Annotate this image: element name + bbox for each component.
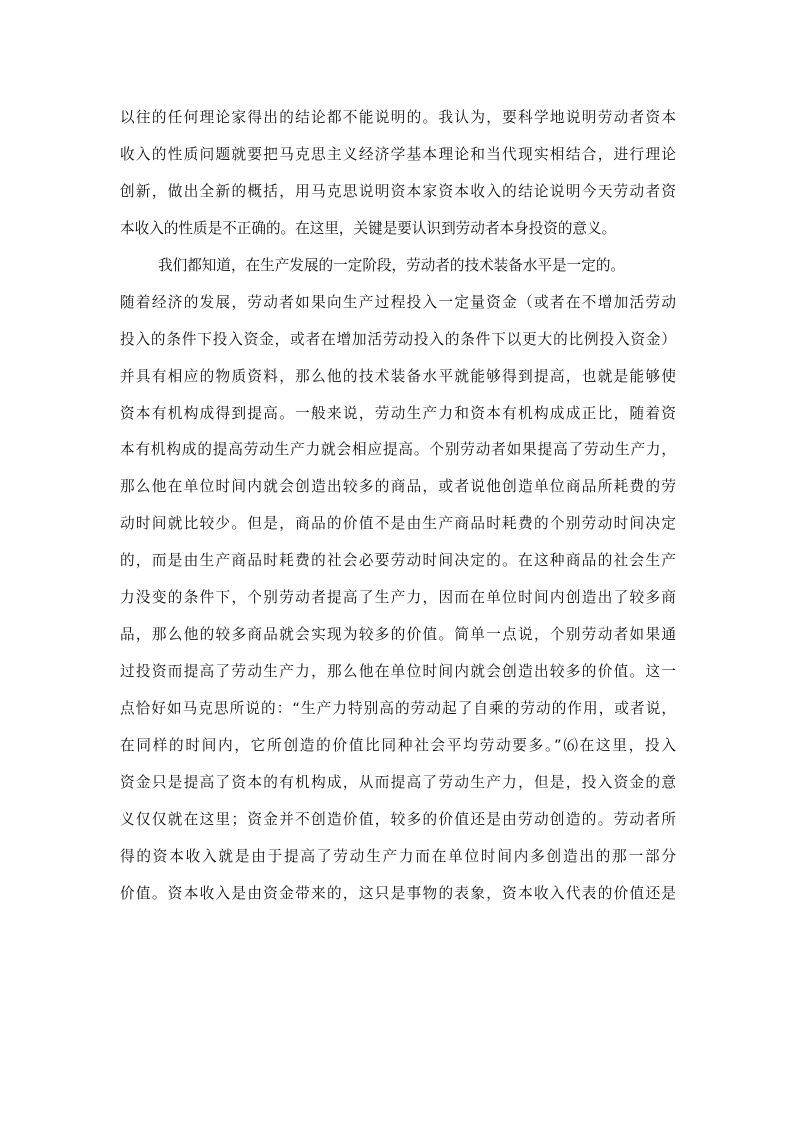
text-line: 价值。资本收入是由资金带来的，这只是事物的表象，资本收入代表的价值还是 <box>120 884 676 902</box>
text-line: 资金只是提高了资本的有机构成，从而提高了劳动生产力，但是，投入资金的意 <box>120 773 676 791</box>
text-line: 投入的条件下投入资金，或者在增加活劳动投入的条件下以更大的比例投入资金） <box>120 330 676 348</box>
text-line: 随着经济的发展，劳动者如果向生产过程投入一定量资金（或者在不增加活劳动 <box>120 293 676 311</box>
body-text <box>120 100 676 913</box>
text-line: 品，那么他的较多商品就会实现为较多的价值。简单一点说，个别劳动者如果通 <box>120 626 676 644</box>
paragraph-start-line: 我们都知道，在生产发展的一定阶段，劳动者的技术装备水平是一定的。 <box>158 256 626 274</box>
text-line: 资本有机构成得到提高。一般来说，劳动生产力和资本有机构成成正比，随着资 <box>120 404 676 422</box>
text-line: 得的资本收入就是由于提高了劳动生产力而在单位时间内多创造出的那一部分 <box>120 847 676 865</box>
text-line: 力没变的条件下，个别劳动者提高了生产力，因而在单位时间内创造出了较多商 <box>120 589 676 607</box>
text-line: 义仅仅就在这里；资金并不创造价值，较多的价值还是由劳动创造的。劳动者所 <box>120 810 676 828</box>
text-line: 点恰好如马克思所说的：“生产力特别高的劳动起了自乘的劳动的作用，或者说， <box>120 700 676 717</box>
text-line: 并具有相应的物质资料，那么他的技术装备水平就能够得到提高，也就是能够使 <box>120 367 676 385</box>
paragraph-end-line: 本收入的性质是不正确的。在这里，关键是要认识到劳动者本身投资的意义。 <box>120 219 617 237</box>
text-line: 以往的任何理论家得出的结论都不能说明的。我认为，要科学地说明劳动者资本 <box>120 109 676 126</box>
text-line: 动时间就比较少。但是，商品的价值不是由生产商品时耗费的个别劳动时间决定 <box>120 515 676 533</box>
text-line: 的，而是由生产商品时耗费的社会必要劳动时间决定的。在这种商品的社会生产 <box>120 552 676 570</box>
text-line: 本有机构成的提高劳动生产力就会相应提高。个别劳动者如果提高了劳动生产力， <box>120 441 676 459</box>
text-line: 那么他在单位时间内就会创造出较多的商品，或者说他创造单位商品所耗费的劳 <box>120 478 676 496</box>
text-line: 过投资而提高了劳动生产力，那么他在单位时间内就会创造出较多的价值。这一 <box>120 663 676 681</box>
text-line: 创新，做出全新的概括，用马克思说明资本家资本收入的结论说明今天劳动者资 <box>120 182 676 200</box>
text-line: 在同样的时间内，它所创造的价值比同种社会平均劳动要多。”⑹在这里，投入 <box>120 736 676 754</box>
text-line: 收入的性质问题就要把马克思主义经济学基本理论和当代现实相结合，进行理论 <box>120 145 676 163</box>
